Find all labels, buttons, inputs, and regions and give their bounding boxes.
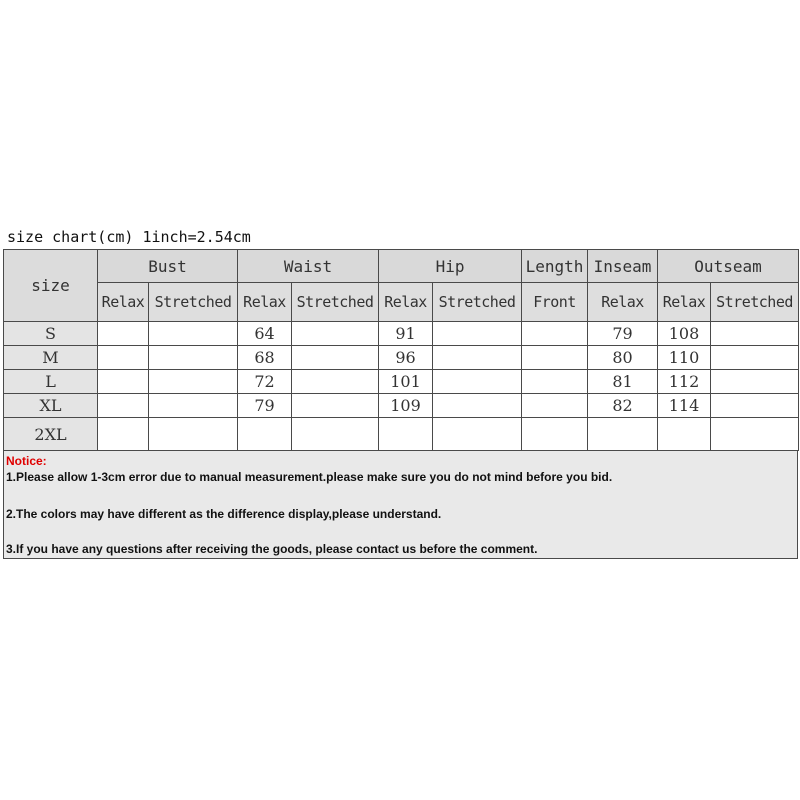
table-row	[4, 322, 799, 346]
table-cell	[711, 418, 799, 451]
sub-header-bust-relax: Relax	[98, 283, 149, 322]
table-cell	[292, 370, 379, 394]
table-cell	[98, 370, 149, 394]
table-cell	[433, 322, 522, 346]
group-header-bust: Bust	[98, 250, 238, 283]
table-cell: 112	[658, 370, 711, 394]
size-table	[3, 249, 799, 451]
table-cell	[433, 418, 522, 451]
table-cell	[379, 418, 433, 451]
table-cell: 110	[658, 346, 711, 370]
table-cell	[149, 370, 238, 394]
notice-line-3: 3.If you have any questions after receiving the goods, please contact us before the comment.	[6, 542, 538, 556]
group-header-inseam: Inseam	[588, 250, 658, 283]
size-chart	[3, 225, 798, 559]
size-cell: L	[4, 370, 98, 394]
sub-header-outseam-stretched: Stretched	[711, 283, 799, 322]
table-cell	[522, 346, 588, 370]
notice-line-1: 1.Please allow 1-3cm error due to manual measurement.please make sure you do not mind before you bid.	[6, 470, 613, 484]
table-cell	[522, 370, 588, 394]
table-cell	[711, 322, 799, 346]
table-cell	[711, 370, 799, 394]
group-header-waist: Waist	[238, 250, 379, 283]
table-cell: 101	[379, 370, 433, 394]
header-row-sub	[4, 283, 799, 322]
table-cell: 114	[658, 394, 711, 418]
notice-title: Notice:	[6, 454, 47, 468]
table-cell	[522, 322, 588, 346]
sub-header-hip-relax: Relax	[379, 283, 433, 322]
header-row-groups	[4, 250, 799, 283]
sub-header-bust-stretched: Stretched	[149, 283, 238, 322]
table-cell	[238, 418, 292, 451]
table-cell	[711, 346, 799, 370]
table-row	[4, 394, 799, 418]
table-cell	[292, 322, 379, 346]
table-row	[4, 370, 799, 394]
sub-header-inseam-relax: Relax	[588, 283, 658, 322]
group-header-length: Length	[522, 250, 588, 283]
table-cell	[149, 418, 238, 451]
table-cell	[433, 394, 522, 418]
table-cell	[98, 322, 149, 346]
table-cell: 96	[379, 346, 433, 370]
table-cell	[658, 418, 711, 451]
table-row	[4, 346, 799, 370]
table-cell: 81	[588, 370, 658, 394]
table-row	[4, 418, 799, 451]
table-cell: 91	[379, 322, 433, 346]
table-cell	[149, 346, 238, 370]
sub-header-waist-relax: Relax	[238, 283, 292, 322]
table-cell	[98, 394, 149, 418]
sub-header-outseam-relax: Relax	[658, 283, 711, 322]
table-body	[4, 322, 799, 451]
table-cell	[292, 346, 379, 370]
table-cell	[292, 418, 379, 451]
size-cell: S	[4, 322, 98, 346]
table-cell: 79	[588, 322, 658, 346]
group-header-hip: Hip	[379, 250, 522, 283]
table-cell: 68	[238, 346, 292, 370]
table-cell: 108	[658, 322, 711, 346]
table-cell	[149, 322, 238, 346]
table-cell: 109	[379, 394, 433, 418]
size-cell: XL	[4, 394, 98, 418]
table-cell: 80	[588, 346, 658, 370]
table-cell	[433, 346, 522, 370]
group-header-outseam: Outseam	[658, 250, 799, 283]
table-cell: 82	[588, 394, 658, 418]
size-cell: 2XL	[4, 418, 98, 451]
table-cell	[522, 394, 588, 418]
table-cell	[98, 346, 149, 370]
chart-caption: size chart(cm) 1inch=2.54cm	[7, 228, 251, 246]
sub-header-waist-stretched: Stretched	[292, 283, 379, 322]
table-cell	[149, 394, 238, 418]
table-cell: 79	[238, 394, 292, 418]
notice-line-2: 2.The colors may have different as the difference display,please understand.	[6, 507, 442, 521]
table-cell	[711, 394, 799, 418]
sub-header-length-front: Front	[522, 283, 588, 322]
size-header: size	[4, 250, 98, 322]
table-cell: 64	[238, 322, 292, 346]
table-cell	[292, 394, 379, 418]
size-cell: M	[4, 346, 98, 370]
table-cell	[588, 418, 658, 451]
table-cell: 72	[238, 370, 292, 394]
sub-header-hip-stretched: Stretched	[433, 283, 522, 322]
notice-box	[3, 451, 798, 559]
table-cell	[433, 370, 522, 394]
table-cell	[98, 418, 149, 451]
table-cell	[522, 418, 588, 451]
